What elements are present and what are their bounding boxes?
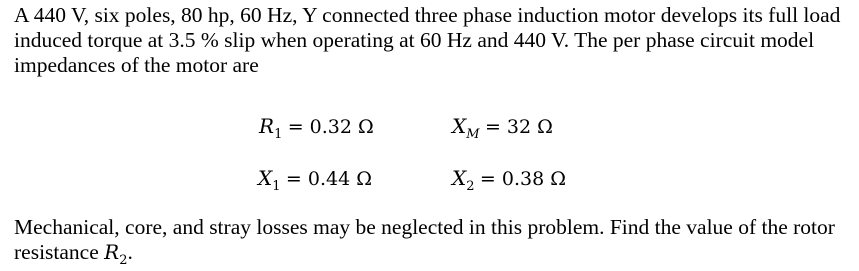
x2-subscript: 2 xyxy=(466,179,475,194)
xm-symbol: X xyxy=(452,114,467,138)
r1-subscript: 1 xyxy=(274,127,283,142)
question-period: . xyxy=(127,240,133,264)
r2-symbol: R xyxy=(104,240,120,264)
equation-xm xyxy=(452,113,553,143)
x1-value: = 0.44 Ω xyxy=(285,168,372,190)
r1-value: = 0.32 Ω xyxy=(287,116,374,138)
question-text: Mechanical, core, and stray losses may be neglected in this problem. Find the value of the rotor resistance xyxy=(14,215,835,264)
equation-r1 xyxy=(259,113,374,143)
problem-question xyxy=(14,215,854,268)
x1-subscript: 1 xyxy=(272,179,281,194)
xm-subscript: M xyxy=(466,127,480,142)
r1-symbol: R xyxy=(259,114,275,138)
equation-x1 xyxy=(258,165,372,195)
xm-value: = 32 Ω xyxy=(484,116,553,138)
r2-subscript: 2 xyxy=(119,253,128,268)
x2-symbol: X xyxy=(452,166,467,190)
x1-symbol: X xyxy=(258,166,273,190)
x2-value: = 0.38 Ω xyxy=(479,168,566,190)
equation-x2 xyxy=(452,165,566,195)
problem-intro-text: A 440 V, six poles, 80 hp, 60 Hz, Y connected three phase induction motor develops its full load induced torque at 3.5 % slip when operating at 60 Hz and 440 V. The per phase circuit model impedances of the motor are xyxy=(14,3,841,77)
